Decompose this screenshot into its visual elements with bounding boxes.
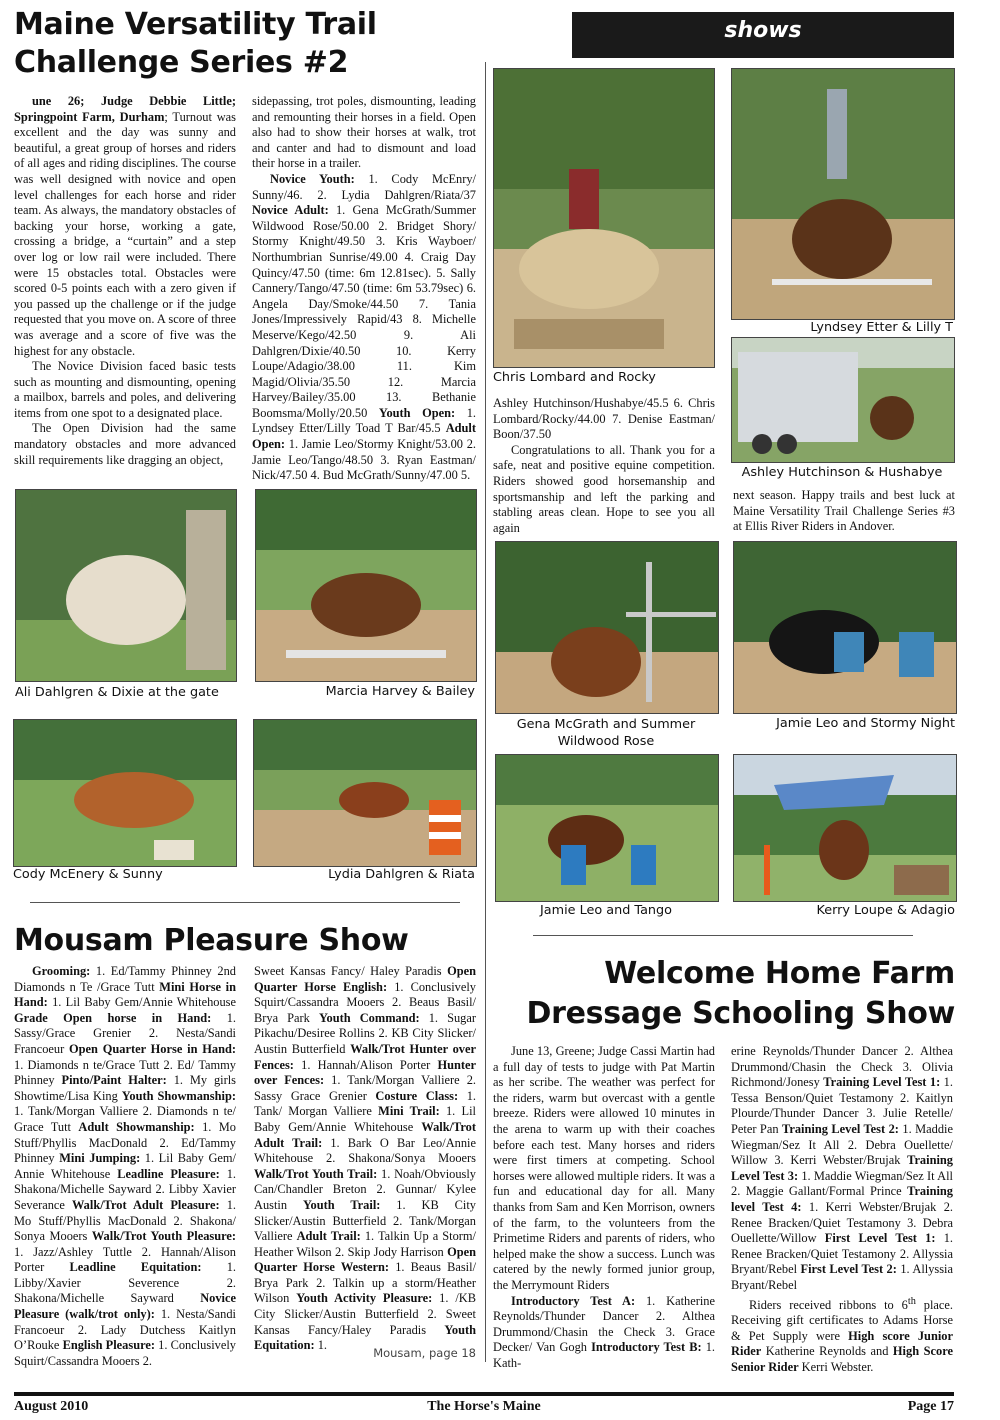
body-paragraph: The Novice Division faced basic tests such as mounting and dismounting, opening a mailbox, barrels and poles, and delivering items from one spot to a designated place. xyxy=(14,359,236,420)
column-divider xyxy=(485,62,486,1362)
photo-lyndsey-etter xyxy=(731,68,955,320)
footer-rule xyxy=(14,1392,954,1396)
footer-page-number: Page 17 xyxy=(907,1399,954,1414)
photo-caption: Ashley Hutchinson & Hushabye xyxy=(741,465,943,480)
body-paragraph: June 13, Greene; Judge Cassi Martin had a full day of tests to judge with Pat Martin as her scribe. The weather was perfect for the riders, warm but overcast with a gentle breeze. Riders were allowed 10 minutes in the arena to warm up with their coaches before each test. Many horses and riders were first timers at competing. School horses were allowed multiple riders. It was a fun and educational day for all. Many thanks from Sam and Ken Morrison, owners of the farm, to the volunteers from the Primetime Riders and parents of riders, who helped make the show a success. Lunch was catered by the newly formed junior group, the Merrymount Riders xyxy=(493,1044,715,1292)
results-paragraph: erine Reynolds/Thunder Dancer 2. Althea Drummond/Chasin the Check 3. Olivia Richmond/Jonesy Training Level Test 1: 1. Tessa Benson/Quiet Testamony 2. Kaitlyn Plourde/Thunder Dancer 3. Julie Retelle/ Peter Pan Training Level Test 2: 1. Maddie Wiegman/Sez It All 2. Debra Ouellette/ Willow 3. Kerri Webster/Brujak Training Level Test 3: 1. Maddie Wiegman/Sez It All 2. Maggie Gallant/Formal Prince Training level Test 4: 1. Kerri Webster/Brujak 2. Renee Bracken/Quiet Testamony 3. Debra Ouellette/Willow First Level Test 1: 1. Renee Bracken/Quiet Testamony 2. Allyssia Bryant/Rebel First Level Test 2: 1. Allyssia Bryant/Rebel xyxy=(731,1044,954,1292)
article-column xyxy=(493,396,715,536)
results-text: 1. Jamie Leo/Stormy Knight/53.00 2. Jamie Leo/Tango/48.50 3. Ryan Eastman/ Nick/47.50 4. Bud McGrath/Sunny/47.00 5. xyxy=(252,437,476,483)
article-title xyxy=(495,954,955,1034)
title-line: Challenge Series #2 xyxy=(14,45,349,80)
body-paragraph: The Open Division had the same mandatory obstacles and more advanced skill requirements like dragging an object, xyxy=(14,421,236,467)
body-paragraph: Congratulations to all. Thank you for a safe, neat and positive equine competition. Riders showed good horsemanship and sportsmanship and left the parking and stabling areas clean. Hope to see you all again xyxy=(493,442,715,535)
results-text: 1. Gena McGrath/Summer Wildwood Rose/50.00 2. Bridget Shory/ Stormy Knight/49.50 3. Kris Wayboer/ Northumbrian Sunrise/49.00 4. Craig Day Quincy/47.50 (time: 6m 12.81sec). 5. Sally Cannery/Tango/47.50 (time: 6m 53.79sec) 6. Angela Day/Smoke/44.50 7. Tania Jones/Impressively Rapid/43 8. Michelle Meserve/Kego/42.50 9. Ali Dahlgren/Dixie/40.50 10. Kerry Loupe/Adagio/38.00 11. Kim Magid/Olivia/35.50 12. Marcia Harvey/Bailey/35.00 13. Bethanie Boomsma/Molly/20.50 xyxy=(252,203,477,420)
photo-ali-dahlgren xyxy=(15,489,237,682)
title-line: Welcome Home Farm xyxy=(604,956,955,991)
caption-line: Gena McGrath and Summer xyxy=(516,717,696,732)
caption-line: Wildwood Rose xyxy=(557,734,655,749)
photo-lydia-dahlgren xyxy=(253,719,477,867)
photo-cody-mcenery xyxy=(13,719,237,867)
article-column xyxy=(493,1044,715,1371)
footer-date: August 2010 xyxy=(14,1399,89,1414)
section-divider xyxy=(30,902,460,903)
photo-caption: Chris Lombard and Rocky xyxy=(493,370,656,385)
class-label: Novice Youth: xyxy=(270,171,355,186)
photo-caption: Ali Dahlgren & Dixie at the gate xyxy=(15,685,219,700)
photo-caption: Lydia Dahlgren & Riata xyxy=(328,867,475,882)
article-column xyxy=(252,94,476,484)
footer-publication: The Horse's Maine xyxy=(427,1399,541,1414)
lead-text: une 26; Judge Debbie Little; Springpoint Farm, Durham xyxy=(14,94,236,124)
continued-reference[interactable]: Mousam, page 18 xyxy=(373,1346,476,1360)
body-text: ; Turnout was excellent and the day was sunny and beautiful, a great group of horses and riders of all ages and riding disciplines. The course was well designed with novice and open level challenges for each horse and rider team. As always, the mandatory obstacles of backing your horse, working a gate, crossing a bridge, a “curtain” and a step over log or low rail were included. There were 15 obstacles total. Obstacles were scored 0-5 points each with a zero given if you passed up the challenge or if the judge requested that you move on. A score of three was average and a score of five was the highest for any obstacle. xyxy=(14,109,236,358)
article-column xyxy=(733,488,955,535)
photo-marcia-harvey xyxy=(255,489,477,682)
body-paragraph: next season. Happy trails and best luck at Maine Versatility Trail Challenge Series #3 at Ellis River Riders in Andover. xyxy=(733,488,955,534)
photo-caption: Lyndsey Etter & Lilly T xyxy=(810,320,953,335)
photo-kerry-loupe xyxy=(733,754,957,902)
class-label: Adult Open: xyxy=(252,421,476,452)
photo-chris-lombard xyxy=(493,68,715,368)
photo-caption: Jamie Leo and Tango xyxy=(540,903,672,918)
photo-jamie-leo-stormy xyxy=(733,541,957,714)
section-divider xyxy=(533,935,913,936)
body-paragraph: sidepassing, trot poles, dismounting, leading and remounting their horses in a field. Open also had to show their horses at walk, trot and canter and had to dismount and load their horse in a trailer. xyxy=(252,94,476,171)
title-line: Maine Versatility Trail xyxy=(14,7,377,42)
photo-caption: Kerry Loupe & Adagio xyxy=(816,903,955,918)
class-label: Novice Adult: xyxy=(252,203,329,218)
class-label: Youth Open: xyxy=(378,405,456,420)
article-title: Mousam Pleasure Show xyxy=(14,923,409,958)
results-paragraph: Introductory Test A: 1. Katherine Reynolds/Thunder Dancer 2. Althea Drummond/Chasin the Check 3. Grace Decker/ Van Gogh Introductory Test B: 1. Kath- xyxy=(493,1293,716,1370)
results-text: 1. Lyndsey Etter/Lilly Toad T Bar/45.5 xyxy=(252,405,476,436)
photo-ashley-hutchinson xyxy=(731,337,955,463)
photo-jamie-leo-tango xyxy=(495,754,719,902)
results-text: 1. Cody McEnry/ Sunny/46. 2. Lydia Dahlgren/Riata/37 xyxy=(252,171,476,202)
photo-caption: Jamie Leo and Stormy Night xyxy=(776,716,955,731)
photo-caption: Marcia Harvey & Bailey xyxy=(325,684,475,699)
article-title xyxy=(14,6,377,82)
article-column xyxy=(254,964,476,1354)
results-paragraph: Grooming: 1. Ed/Tammy Phinney 2nd Diamonds n Te /Grace Tutt Mini Horse in Hand: 1. Lil Baby Gem/Annie Whitehouse Grade Open horse in Hand: 1. Sassy/Grace Grenier 2. Nesta/Sandi Francoeur Open Quarter Horse in Hand: 1. Diamonds n te/Grace Tutt 2. Ed/ Tammy Phinney Pinto/Paint Halter: 1. My girls Showtime/Lisa King Youth Showmanship: 1. Tank/Morgan Valliere 2. Diamonds n te/ Grace Tutt Adult Showmanship: 1. Mo Stuff/Phyllis MacDonald 2. Ed/Tammy Phinney Mini Jumping: 1. Lil Baby Gem/ Annie Whitehouse Leadline Pleasure: 1. Shakona/Michelle Sayward 2. Libby Xavier Severance Walk/Trot Adult Pleasure: 1. Mo Stuff/Phyllis MacDonald 2. Shakona/ Sonya Mooers Walk/Trot Youth Pleasure: 1. Jazz/Ashley Tuttle 2. Hannah/Alison Porter Leadline Equitation: 1. Libby/Xavier Severence 2. Shakona/Michelle Sayward Novice Pleasure (walk/trot only): 1. Nesta/Sandi Francoeur 2. Lady Dutchess Kaitlyn O’Rouke English Pleasure: 1. Conclusively Squirt/Cassandra Mooers 2. xyxy=(14,964,237,1368)
article-column xyxy=(14,964,236,1369)
photo-gena-mcgrath xyxy=(495,541,719,714)
body-paragraph: Riders received ribbons to 6th place. Receiving gift certificates to Adams Horse & Pet Supply were High score Junior Rider Katherine Reynolds and High Score Senior Rider Kerri Webster. xyxy=(731,1295,953,1374)
title-line: Dressage Schooling Show xyxy=(526,996,955,1031)
photo-caption: Cody McEnery & Sunny xyxy=(13,867,163,882)
section-label: shows xyxy=(724,18,802,43)
article-column xyxy=(731,1044,953,1376)
results-paragraph: Sweet Kansas Fancy/ Haley Paradis Open Quarter Horse English: 1. Conclusively Squirt/Cassandra Mooers 2. Beaus Basil/ Brya Park Youth Command: 1. Sugar Pikachu/Desiree Rollins 2. KB City Slicker/ Austin Butterfield Walk/Trot Hunter over Fences: 1. Hannah/Alison Porter Hunter over Fences: 1. Tank/Morgan Valliere 2. Sassy Grace Grenier Costure Class: 1. Tank/ Morgan Valliere Mini Trail: 1. Lil Baby Gem/Annie Whitehouse Walk/Trot Adult Trail: 1. Bark O Bar Leo/Annie Whitehouse 2. Shakona/Sonya Mooers Walk/Trot Youth Trail: 1. Noah/Obviously Can/Chandler Breton 2. Gunnar/ Kylee Austin Youth Trail: 1. KB City Slicker/Austin Butterfield 2. Tank/Morgan Valliere Adult Trail: 1. Talkin Up a Storm/ Heather Wilson 2. Skip Jody Harrison Open Quarter Horse Western: 1. Beaus Basil/ Brya Park 2. Talkin up a storm/Heather Wilson Youth Activity Pleasure: 1. /KB City Slicker/Austin Butterfield 2. Sweet Kansas Fancy/Haley Paradis Youth Equitation: 1. xyxy=(254,964,477,1353)
body-paragraph: Ashley Hutchinson/Hushabye/45.5 6. Chris Lombard/Rocky/44.00 7. Denise Eastman/ Boon/37.50 xyxy=(493,396,715,442)
article-column xyxy=(14,94,236,468)
photo-caption xyxy=(495,716,717,750)
